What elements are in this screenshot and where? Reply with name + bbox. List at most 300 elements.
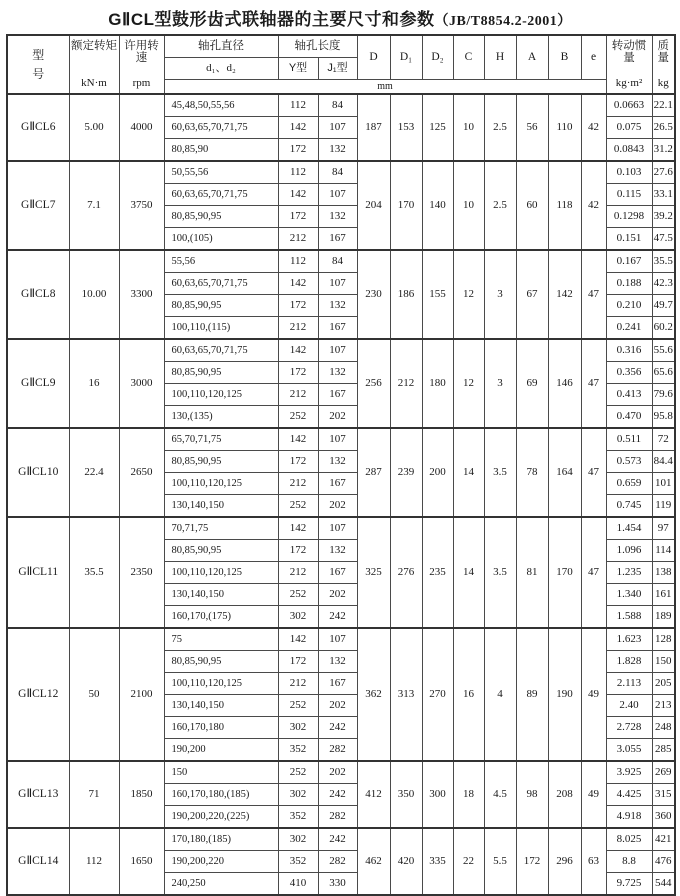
header-bore-length: 轴孔长度 <box>278 35 357 58</box>
j-length-cell: 242 <box>318 606 357 629</box>
inertia-cell: 0.659 <box>606 473 652 495</box>
j-length-cell: 132 <box>318 451 357 473</box>
model-cell: GⅡCL14 <box>7 828 69 895</box>
mass-cell: 114 <box>652 540 675 562</box>
header-mass-unit: kg <box>657 77 669 90</box>
dim-cell-a: 56 <box>516 94 548 161</box>
title-standard: （JB/T8854.2-2001） <box>434 14 572 29</box>
dim-cell-d: 412 <box>357 761 390 828</box>
inertia-cell: 0.413 <box>606 384 652 406</box>
j-length-cell: 132 <box>318 139 357 162</box>
dim-cell-a: 172 <box>516 828 548 895</box>
bore-cell: 60,63,65,70,71,75 <box>164 273 278 295</box>
y-length-cell: 302 <box>278 606 318 629</box>
torque-cell: 71 <box>69 761 119 828</box>
j-length-cell: 132 <box>318 540 357 562</box>
bore-cell: 80,85,90,95 <box>164 540 278 562</box>
table-row <box>7 628 675 651</box>
y-length-cell: 172 <box>278 206 318 228</box>
y-length-cell: 252 <box>278 761 318 784</box>
j-length-cell: 202 <box>318 584 357 606</box>
mass-cell: 150 <box>652 651 675 673</box>
page-title <box>6 3 674 34</box>
model-cell: GⅡCL13 <box>7 761 69 828</box>
header-dim-b: B <box>548 35 581 80</box>
dim-cell-d: 204 <box>357 161 390 250</box>
dim-cell-d1: 186 <box>390 250 422 339</box>
header-bore-diameter: 轴孔直径 <box>164 35 278 58</box>
dim-cell-d2: 270 <box>422 628 453 761</box>
mass-cell: 42.3 <box>652 273 675 295</box>
mass-cell: 79.6 <box>652 384 675 406</box>
inertia-cell: 9.725 <box>606 873 652 896</box>
bore-cell: 60,63,65,70,71,75 <box>164 184 278 206</box>
y-length-cell: 212 <box>278 473 318 495</box>
mass-cell: 60.2 <box>652 317 675 340</box>
y-length-cell: 252 <box>278 695 318 717</box>
y-length-cell: 410 <box>278 873 318 896</box>
header-dim-e: e <box>581 35 606 80</box>
y-length-cell: 142 <box>278 339 318 362</box>
mass-cell: 27.6 <box>652 161 675 184</box>
bore-cell: 160,170,(175) <box>164 606 278 629</box>
j-length-cell: 282 <box>318 851 357 873</box>
y-length-cell: 142 <box>278 117 318 139</box>
y-length-cell: 352 <box>278 806 318 829</box>
dim-cell-h: 4 <box>484 628 516 761</box>
model-cell: GⅡCL6 <box>7 94 69 161</box>
y-length-cell: 172 <box>278 451 318 473</box>
j-length-cell: 202 <box>318 495 357 518</box>
model-cell: GⅡCL11 <box>7 517 69 628</box>
dim-cell-b: 142 <box>548 250 581 339</box>
inertia-cell: 1.454 <box>606 517 652 540</box>
bore-cell: 100,110,120,125 <box>164 473 278 495</box>
mass-cell: 248 <box>652 717 675 739</box>
torque-cell: 10.00 <box>69 250 119 339</box>
header-speed-label: 许用转速 <box>124 39 159 65</box>
dim-cell-a: 67 <box>516 250 548 339</box>
dim-cell-e: 47 <box>581 428 606 517</box>
header-inertia <box>606 35 652 94</box>
speed-cell: 2350 <box>119 517 164 628</box>
bore-cell: 75 <box>164 628 278 651</box>
dim-cell-d: 362 <box>357 628 390 761</box>
mass-cell: 128 <box>652 628 675 651</box>
table-row <box>7 517 675 540</box>
speed-cell: 2650 <box>119 428 164 517</box>
bore-cell: 130,140,150 <box>164 495 278 518</box>
dim-cell-d1: 153 <box>390 94 422 161</box>
bore-cell: 100,110,120,125 <box>164 562 278 584</box>
j-length-cell: 242 <box>318 828 357 851</box>
j-length-cell: 167 <box>318 228 357 251</box>
dim-cell-c: 18 <box>453 761 484 828</box>
model-cell: GⅡCL8 <box>7 250 69 339</box>
bore-cell: 80,85,90 <box>164 139 278 162</box>
dim-cell-e: 63 <box>581 828 606 895</box>
bore-cell: 80,85,90,95 <box>164 362 278 384</box>
y-length-cell: 212 <box>278 317 318 340</box>
table-row <box>7 428 675 451</box>
y-length-cell: 112 <box>278 161 318 184</box>
header-bore-sub: d₁、d₂ <box>164 58 278 80</box>
y-length-cell: 142 <box>278 428 318 451</box>
y-length-cell: 302 <box>278 717 318 739</box>
mass-cell: 138 <box>652 562 675 584</box>
mass-cell: 65.6 <box>652 362 675 384</box>
dim-cell-c: 22 <box>453 828 484 895</box>
model-cell: GⅡCL10 <box>7 428 69 517</box>
dim-cell-d1: 170 <box>390 161 422 250</box>
bore-cell: 55,56 <box>164 250 278 273</box>
bore-cell: 240,250 <box>164 873 278 896</box>
dim-cell-c: 14 <box>453 428 484 517</box>
bore-cell: 100,110,(115) <box>164 317 278 340</box>
inertia-cell: 0.356 <box>606 362 652 384</box>
inertia-cell: 0.241 <box>606 317 652 340</box>
table-row <box>7 161 675 184</box>
dim-cell-d1: 276 <box>390 517 422 628</box>
bore-cell: 190,200,220,(225) <box>164 806 278 829</box>
inertia-cell: 0.188 <box>606 273 652 295</box>
j-length-cell: 167 <box>318 562 357 584</box>
dim-cell-h: 3.5 <box>484 428 516 517</box>
dim-cell-d2: 155 <box>422 250 453 339</box>
header-mass-label: 质 量 <box>657 39 669 65</box>
j-length-cell: 242 <box>318 784 357 806</box>
inertia-cell: 1.235 <box>606 562 652 584</box>
inertia-cell: 0.075 <box>606 117 652 139</box>
dim-cell-c: 12 <box>453 250 484 339</box>
dim-cell-h: 3.5 <box>484 517 516 628</box>
torque-cell: 22.4 <box>69 428 119 517</box>
inertia-cell: 1.588 <box>606 606 652 629</box>
bore-cell: 80,85,90,95 <box>164 206 278 228</box>
j-length-cell: 132 <box>318 295 357 317</box>
bore-cell: 80,85,90,95 <box>164 295 278 317</box>
y-length-cell: 142 <box>278 273 318 295</box>
bore-cell: 80,85,90,95 <box>164 451 278 473</box>
dim-cell-b: 170 <box>548 517 581 628</box>
dim-cell-h: 4.5 <box>484 761 516 828</box>
dim-cell-d1: 313 <box>390 628 422 761</box>
header-mass <box>652 35 675 94</box>
dim-cell-b: 164 <box>548 428 581 517</box>
table-body <box>7 94 675 895</box>
bore-cell: 160,170,180 <box>164 717 278 739</box>
dim-cell-a: 98 <box>516 761 548 828</box>
dim-cell-d1: 350 <box>390 761 422 828</box>
j-length-cell: 84 <box>318 94 357 117</box>
j-length-cell: 202 <box>318 406 357 429</box>
y-length-cell: 212 <box>278 384 318 406</box>
inertia-cell: 2.113 <box>606 673 652 695</box>
bore-cell: 130,140,150 <box>164 584 278 606</box>
mass-cell: 119 <box>652 495 675 518</box>
mass-cell: 26.5 <box>652 117 675 139</box>
y-length-cell: 252 <box>278 406 318 429</box>
inertia-cell: 0.115 <box>606 184 652 206</box>
header-dim-d1: D₁ <box>390 35 422 80</box>
inertia-cell: 0.0663 <box>606 94 652 117</box>
y-length-cell: 252 <box>278 495 318 518</box>
torque-cell: 16 <box>69 339 119 428</box>
table-row <box>7 339 675 362</box>
j-length-cell: 202 <box>318 761 357 784</box>
dim-cell-e: 49 <box>581 761 606 828</box>
j-length-cell: 107 <box>318 273 357 295</box>
j-length-cell: 132 <box>318 206 357 228</box>
dim-cell-d1: 212 <box>390 339 422 428</box>
dim-cell-e: 42 <box>581 161 606 250</box>
header-speed <box>119 35 164 94</box>
dim-cell-b: 208 <box>548 761 581 828</box>
table-header <box>7 35 675 94</box>
dim-cell-d1: 239 <box>390 428 422 517</box>
speed-cell: 3000 <box>119 339 164 428</box>
y-length-cell: 212 <box>278 562 318 584</box>
inertia-cell: 0.151 <box>606 228 652 251</box>
j-length-cell: 202 <box>318 695 357 717</box>
mass-cell: 49.7 <box>652 295 675 317</box>
dim-cell-b: 190 <box>548 628 581 761</box>
dim-cell-h: 2.5 <box>484 94 516 161</box>
y-length-cell: 172 <box>278 139 318 162</box>
dim-cell-c: 14 <box>453 517 484 628</box>
mass-cell: 476 <box>652 851 675 873</box>
j-length-cell: 167 <box>318 384 357 406</box>
speed-cell: 3750 <box>119 161 164 250</box>
table-row <box>7 761 675 784</box>
mass-cell: 72 <box>652 428 675 451</box>
dim-cell-c: 12 <box>453 339 484 428</box>
inertia-cell: 1.828 <box>606 651 652 673</box>
inertia-cell: 2.728 <box>606 717 652 739</box>
header-inertia-label: 转动惯量 <box>611 39 647 65</box>
bore-cell: 190,200 <box>164 739 278 762</box>
header-dim-d2: D₂ <box>422 35 453 80</box>
y-length-cell: 352 <box>278 851 318 873</box>
header-inertia-unit: kg·m² <box>615 77 643 90</box>
j-length-cell: 132 <box>318 651 357 673</box>
mass-cell: 213 <box>652 695 675 717</box>
dim-cell-d2: 200 <box>422 428 453 517</box>
dim-cell-h: 2.5 <box>484 161 516 250</box>
dim-cell-b: 110 <box>548 94 581 161</box>
speed-cell: 1650 <box>119 828 164 895</box>
y-length-cell: 172 <box>278 362 318 384</box>
dim-cell-a: 81 <box>516 517 548 628</box>
model-cell: GⅡCL12 <box>7 628 69 761</box>
inertia-cell: 0.511 <box>606 428 652 451</box>
bore-cell: 170,180,(185) <box>164 828 278 851</box>
bore-cell: 80,85,90,95 <box>164 651 278 673</box>
torque-cell: 112 <box>69 828 119 895</box>
torque-cell: 7.1 <box>69 161 119 250</box>
inertia-cell: 0.1298 <box>606 206 652 228</box>
dim-cell-d: 462 <box>357 828 390 895</box>
mass-cell: 84.4 <box>652 451 675 473</box>
dim-cell-d: 287 <box>357 428 390 517</box>
j-length-cell: 167 <box>318 317 357 340</box>
header-torque <box>69 35 119 94</box>
bore-cell: 100,110,120,125 <box>164 384 278 406</box>
header-mm-unit: mm <box>164 80 606 95</box>
dim-cell-e: 47 <box>581 517 606 628</box>
dim-cell-h: 3 <box>484 250 516 339</box>
dim-cell-d2: 180 <box>422 339 453 428</box>
mass-cell: 544 <box>652 873 675 896</box>
inertia-cell: 1.623 <box>606 628 652 651</box>
dim-cell-b: 146 <box>548 339 581 428</box>
y-length-cell: 212 <box>278 228 318 251</box>
header-dim-c: C <box>453 35 484 80</box>
inertia-cell: 0.167 <box>606 250 652 273</box>
mass-cell: 315 <box>652 784 675 806</box>
speed-cell: 2100 <box>119 628 164 761</box>
y-length-cell: 142 <box>278 628 318 651</box>
dim-cell-a: 60 <box>516 161 548 250</box>
j-length-cell: 84 <box>318 250 357 273</box>
inertia-cell: 3.925 <box>606 761 652 784</box>
dim-cell-d: 230 <box>357 250 390 339</box>
j-length-cell: 107 <box>318 628 357 651</box>
table-row <box>7 94 675 117</box>
bore-cell: 190,200,220 <box>164 851 278 873</box>
inertia-cell: 1.096 <box>606 540 652 562</box>
mass-cell: 205 <box>652 673 675 695</box>
bore-cell: 50,55,56 <box>164 161 278 184</box>
header-dim-d: D <box>357 35 390 80</box>
mass-cell: 33.1 <box>652 184 675 206</box>
y-length-cell: 112 <box>278 94 318 117</box>
y-length-cell: 142 <box>278 184 318 206</box>
dim-cell-d2: 300 <box>422 761 453 828</box>
j-length-cell: 107 <box>318 339 357 362</box>
inertia-cell: 8.8 <box>606 851 652 873</box>
dim-cell-e: 42 <box>581 94 606 161</box>
inertia-cell: 1.340 <box>606 584 652 606</box>
j-length-cell: 242 <box>318 717 357 739</box>
inertia-cell: 4.918 <box>606 806 652 829</box>
table-row <box>7 250 675 273</box>
dim-cell-e: 49 <box>581 628 606 761</box>
dim-cell-d2: 335 <box>422 828 453 895</box>
dim-cell-b: 118 <box>548 161 581 250</box>
dim-cell-h: 3 <box>484 339 516 428</box>
header-dim-h: H <box>484 35 516 80</box>
dim-cell-a: 89 <box>516 628 548 761</box>
j-length-cell: 132 <box>318 362 357 384</box>
inertia-cell: 0.0843 <box>606 139 652 162</box>
dim-cell-c: 10 <box>453 94 484 161</box>
inertia-cell: 8.025 <box>606 828 652 851</box>
header-torque-label: 额定转矩 <box>71 39 117 52</box>
y-length-cell: 302 <box>278 828 318 851</box>
y-length-cell: 212 <box>278 673 318 695</box>
dim-cell-a: 69 <box>516 339 548 428</box>
bore-cell: 150 <box>164 761 278 784</box>
inertia-cell: 0.745 <box>606 495 652 518</box>
mass-cell: 421 <box>652 828 675 851</box>
j-length-cell: 330 <box>318 873 357 896</box>
bore-cell: 45,48,50,55,56 <box>164 94 278 117</box>
speed-cell: 3300 <box>119 250 164 339</box>
speed-cell: 4000 <box>119 94 164 161</box>
j-length-cell: 107 <box>318 517 357 540</box>
y-length-cell: 172 <box>278 651 318 673</box>
dim-cell-e: 47 <box>581 339 606 428</box>
bore-cell: 70,71,75 <box>164 517 278 540</box>
header-model: 型号 <box>7 35 69 94</box>
y-length-cell: 302 <box>278 784 318 806</box>
title-main: GⅡCL型鼓形齿式联轴器的主要尺寸和参数 <box>108 10 435 29</box>
mass-cell: 35.5 <box>652 250 675 273</box>
dim-cell-d2: 235 <box>422 517 453 628</box>
mass-cell: 269 <box>652 761 675 784</box>
y-length-cell: 172 <box>278 295 318 317</box>
dimension-table <box>6 34 676 896</box>
y-length-cell: 252 <box>278 584 318 606</box>
inertia-cell: 4.425 <box>606 784 652 806</box>
dim-cell-h: 5.5 <box>484 828 516 895</box>
torque-cell: 5.00 <box>69 94 119 161</box>
j-length-cell: 84 <box>318 161 357 184</box>
bore-cell: 100,(105) <box>164 228 278 251</box>
dim-cell-e: 47 <box>581 250 606 339</box>
mass-cell: 22.1 <box>652 94 675 117</box>
mass-cell: 360 <box>652 806 675 829</box>
dim-cell-a: 78 <box>516 428 548 517</box>
speed-cell: 1850 <box>119 761 164 828</box>
inertia-cell: 0.316 <box>606 339 652 362</box>
inertia-cell: 0.210 <box>606 295 652 317</box>
mass-cell: 285 <box>652 739 675 762</box>
bore-cell: 100,110,120,125 <box>164 673 278 695</box>
j-length-cell: 107 <box>318 428 357 451</box>
model-cell: GⅡCL7 <box>7 161 69 250</box>
y-length-cell: 112 <box>278 250 318 273</box>
header-j-type: J₁型 <box>318 58 357 80</box>
header-y-type: Y型 <box>278 58 318 80</box>
j-length-cell: 107 <box>318 184 357 206</box>
j-length-cell: 167 <box>318 473 357 495</box>
dim-cell-d: 325 <box>357 517 390 628</box>
table-row <box>7 828 675 851</box>
mass-cell: 97 <box>652 517 675 540</box>
bore-cell: 60,63,65,70,71,75 <box>164 339 278 362</box>
j-length-cell: 167 <box>318 673 357 695</box>
mass-cell: 47.5 <box>652 228 675 251</box>
mass-cell: 161 <box>652 584 675 606</box>
j-length-cell: 282 <box>318 739 357 762</box>
model-cell: GⅡCL9 <box>7 339 69 428</box>
torque-cell: 50 <box>69 628 119 761</box>
mass-cell: 95.8 <box>652 406 675 429</box>
header-speed-unit: rpm <box>132 77 151 90</box>
j-length-cell: 282 <box>318 806 357 829</box>
mass-cell: 31.2 <box>652 139 675 162</box>
y-length-cell: 352 <box>278 739 318 762</box>
header-torque-unit: kN·m <box>81 77 107 90</box>
dim-cell-d: 256 <box>357 339 390 428</box>
header-dim-a: A <box>516 35 548 80</box>
y-length-cell: 142 <box>278 517 318 540</box>
dim-cell-b: 296 <box>548 828 581 895</box>
dim-cell-d2: 125 <box>422 94 453 161</box>
dim-cell-d1: 420 <box>390 828 422 895</box>
